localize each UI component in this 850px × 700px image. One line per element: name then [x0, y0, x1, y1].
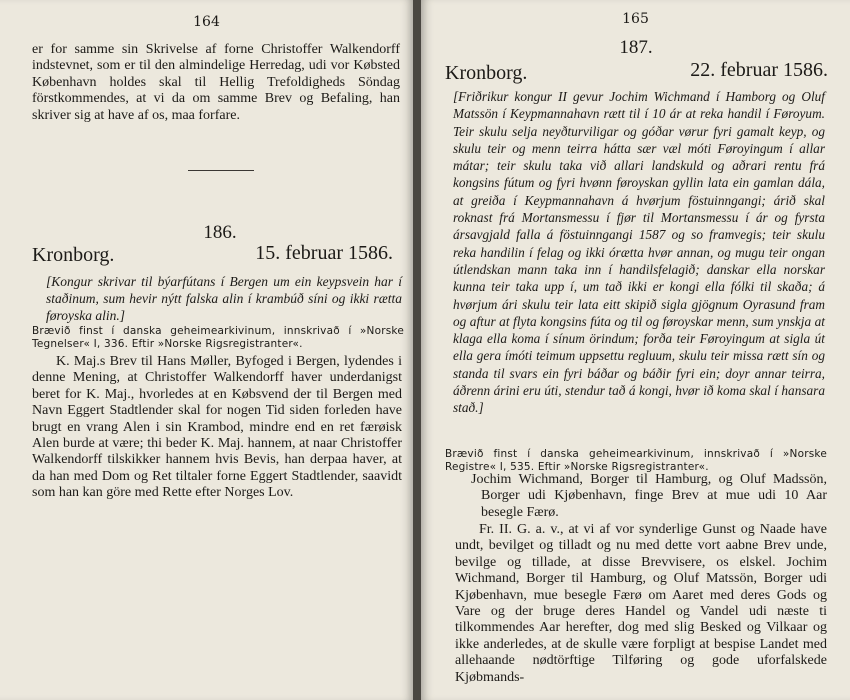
- source-note: Brævið finst í danska geheimearkivinum, innskrivað í »Norske Registre« I, 535. Eftir »Norske Rigsregistranter«.: [445, 448, 827, 473]
- source-note: Brævið finst í danska geheimearkivinum, innskrivað í »Norske Tegnelser« I, 336. Eftir »Norske Rigsregistranter«.: [32, 325, 404, 350]
- right-page: [421, 0, 850, 700]
- address-line: Jochim Wichmand, Borger til Hamburg, og Oluf Madssön, Borger udi Kjøbenhavn, finge Brev at mue udi 10 Aar besegle Færø.: [471, 472, 827, 520]
- continuation-paragraph: er for samme sin Skrivelse af forne Christoffer Walkendorff indstevnet, som er til den almindelige Herredag, udi vor Købsted København holdes skal til Hellig Trefoldigheds Söndag förstkommendes, at vi da om samme Brev og Befaling, han skriver sig at have af os, maa forfare.: [32, 42, 400, 123]
- letter-text: Fr. II. G. a. v., at vi af vor synderlige Gunst og Naade have undt, bevilget og tilladt og nu med dette vort aabne Brev unde, bevilge og tillade, at disse Brevvisere, os elskel. Jochim Wichmand, Borger til Hamburg, og Oluf Matssön, Borger udi Kjøbenhavn, mue besegle Færø om Aaret med deres Gods og Vare og der bruge deres Handel og Vandel udi næste ti tilkommendes Aar herefter, dog med slig Besked og Vilkaar og ikke anderledes, at de skulle være forpligt at bespise Landet med allehaande nødtörftige Tilføring og gode uforfalskede Kjøbmands-: [455, 522, 827, 685]
- date-heading: 22. februar 1586.: [690, 59, 828, 81]
- date-heading: 15. februar 1586.: [255, 242, 393, 264]
- section-divider: [188, 170, 254, 171]
- page-number: 165: [622, 11, 649, 27]
- letter-text: K. Maj.s Brev til Hans Møller, Byfoged i Bergen, lydendes i denne Mening, at Christoffer Walkendorff haver underdanigst beret for K. Maj., hvorledes at en Købsvend der til Bergen med Navn Eggert Stadtlender skal for nogen Tid siden forleden have brugt en vrang Alen i sin Krambod, mindre end en ret færøisk Alen burde at være; thi beder K. Maj. hannem, at naar Christoffer Walkendorff tilskikker hannem hvis Bevis, han derpaa haver, at da han med Dom og Ret tiltaler forne Eggert Stadtlender, saavidt som han kan göre med Rette efter Norges Lov.: [32, 354, 402, 501]
- place-heading: Kronborg.: [32, 244, 115, 266]
- book-gutter: [413, 0, 421, 700]
- faroese-summary: [Friðrikur kongur II gevur Jochim Wichmand í Hamborg og Oluf Matssön í Keypmannahavn rætt til í 10 ár at reka handil í Føroyum. Teir skulu selja neyðturviligar og góðar vørur fyri gamalt keyp, og skulu teir og menn teirra hátta sær væl móti Føroyingum í allar mátar; teir skulu taka við allari landskuld og aðrari rentu frá kongsins fútum og fyri hvønn føroyskan gyllin lata ein gamlan dála, at greiða í Keypmannahavn á hvørjum föstuinngangi; árið skal roknast frá Mortansmessu í fjør til Mortansmessu í ár og fyrsta ársavgjald falla á föstuinngangi 1587 og so framvegis; teir skulu reka handilin í felag og ikki órætta hvør annan, og mugu teir ongan útlendskan mann taka inn í handilsfelagið; danskar ella norskar kunna teir taka upp í, um tað ikki er kongi ella fólki til skaða; á hvørjum ári skulu teir lata eitt skipið sigla gjögnum Oyrasund fram og aftur at flyta kongsins fúta og til og føroyskar menn, sum ynskja at klaga ella koma í sínum örindum; forða teir Føroyingum at sigla út ella gera ímóti teimum uppsettu regluum, skulu teir missa rætt sín og standa til svars ein fyri báðar og báðir fyri ein; doyr annar teirra, áðrenn árini eru úti, stendur tað á kongi, hvør ið koma skal í hansara stað.]: [453, 89, 825, 416]
- place-heading: Kronborg.: [445, 62, 528, 84]
- document-number: 186.: [203, 222, 237, 243]
- faroese-summary: [Kongur skrivar til býarfútans í Bergen um ein keypsvein har í staðinum, sum hevir nýtt falska alin í krambúð síni og ikki rætta føroyska alin.]: [46, 274, 402, 323]
- document-number: 187.: [619, 37, 653, 58]
- left-page: [0, 0, 413, 700]
- page-number: 164: [193, 14, 220, 30]
